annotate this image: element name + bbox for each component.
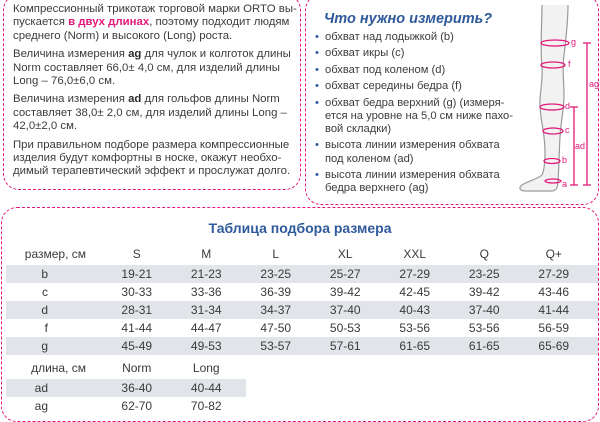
measure-item: • обхват бедра верхний (g) (измеря-ется на уровне на 5,0 см ниже пахо-вой складки) (315, 97, 515, 137)
table-cell: 23-25 (468, 267, 500, 281)
length-header-cell: Norm (122, 361, 152, 375)
table-cell: 25-27 (329, 267, 361, 281)
info-text (13, 3, 299, 184)
info-paragraph-lengths (13, 3, 299, 43)
length-header-row (6, 357, 246, 379)
measure-box (305, 0, 599, 205)
table-row (6, 283, 598, 301)
table-cell: 40-43 (399, 303, 431, 317)
table-cell: 41-44 (538, 303, 570, 317)
label-f: f (568, 59, 571, 69)
label-ag: ag (589, 79, 600, 89)
table-row (6, 319, 598, 337)
size-header-label: размер, см (24, 247, 86, 261)
table-cell: 53-56 (468, 321, 500, 335)
table-cell: 43-46 (538, 285, 570, 299)
label-a: a (562, 179, 568, 189)
label-g: g (571, 37, 577, 47)
row-label: ad (34, 381, 48, 395)
info-p1-text: Компрессионный трикотаж торговой марки ORTO вы-пускается (13, 3, 297, 29)
table-cell: 62-70 (121, 399, 153, 413)
info-p2-highlight: ag (128, 48, 142, 61)
size-table-section (0, 207, 600, 414)
row-label: f (44, 321, 48, 335)
row-label: b (41, 267, 48, 281)
length-header-label: длина, см (31, 361, 86, 375)
table-cell: 47-50 (260, 321, 292, 335)
table-cell: 44-47 (190, 321, 222, 335)
size-header-cell: S (132, 247, 141, 261)
table-cell: 56-59 (538, 321, 570, 335)
table-cell: 36-40 (121, 381, 153, 395)
table-cell: 61-65 (399, 339, 431, 353)
info-p1-highlight: в двух длинах (68, 16, 150, 29)
measure-item: • обхват середины бедра (f) (315, 80, 515, 93)
table-cell: 30-33 (121, 285, 153, 299)
table-cell: 61-65 (468, 339, 500, 353)
table-cell: 37-40 (329, 303, 361, 317)
measure-item: • обхват икры (c) (315, 47, 515, 60)
row-label: d (41, 303, 48, 317)
info-p2-text: Величина измерения (13, 48, 129, 61)
table-title: Таблица подбора размера (208, 220, 392, 236)
info-p2-text-end: для чулок и колготок длины Norm составляет 66,0± 4,0 см, для изделий длины Long – 76,0±6,0 см. (13, 48, 291, 88)
leg-measurement-diagram (512, 3, 598, 195)
table-cell: 27-29 (538, 267, 570, 281)
table-cell: 36-39 (260, 285, 292, 299)
size-header-cell: L (272, 247, 280, 261)
table-cell: 53-56 (399, 321, 431, 335)
table-cell: 70-82 (190, 399, 222, 413)
table-cell: 23-25 (260, 267, 292, 281)
table-cell: 19-21 (121, 267, 153, 281)
table-cell: 31-34 (190, 303, 222, 317)
table-cell: 39-42 (329, 285, 361, 299)
info-p3-text: Величина измерения (13, 93, 129, 106)
table-cell: 27-29 (399, 267, 431, 281)
info-paragraph-advice: При правильном подборе размера компрессионные изделия будут комфортны в носке, окажут необхо-димый терапевтический эффект и прослужат долго. (13, 138, 291, 178)
length-header-cell: Long (192, 361, 220, 375)
measure-item: • обхват над лодыжкой (b) (315, 31, 515, 44)
table-cell: 42-45 (399, 285, 431, 299)
row-label: g (41, 339, 48, 353)
table-cell: 21-23 (190, 267, 222, 281)
info-p1-text-end: , поэтому подходит людям среднего (Norm) и высокого (Long) роста. (13, 16, 290, 42)
table-cell: 39-42 (468, 285, 500, 299)
leg-outline (520, 5, 571, 191)
size-header-cell: Q+ (545, 247, 562, 261)
table-cell: 45-49 (121, 339, 153, 353)
measure-item: • высота линии измерения обхвата бедра верхнего (ag) (315, 169, 515, 195)
label-c: c (565, 125, 570, 135)
measure-item: • высота линии измерения обхвата под коленом (ad) (315, 139, 515, 165)
row-label: ag (34, 399, 48, 413)
table-cell: 50-53 (329, 321, 361, 335)
size-header-cell: XXL (403, 247, 427, 261)
table-cell: 34-37 (260, 303, 292, 317)
row-label: c (42, 285, 48, 299)
table-cell: 53-57 (260, 339, 292, 353)
table-cell: 41-44 (121, 321, 153, 335)
label-d: d (565, 101, 571, 111)
measure-title: Что нужно измерить? (324, 11, 493, 27)
size-header-cell: XL (337, 247, 353, 261)
table-cell: 28-31 (121, 303, 153, 317)
table-cell: 33-36 (190, 285, 222, 299)
table-cell: 49-53 (190, 339, 222, 353)
table-row (6, 265, 598, 283)
table-row (6, 337, 598, 355)
size-header-cell: M (201, 247, 212, 261)
label-b: b (562, 155, 568, 165)
size-header-row (6, 243, 598, 265)
size-header-cell: Q (479, 247, 489, 261)
table-row (6, 397, 246, 415)
measure-item: • обхват под коленом (d) (315, 64, 515, 77)
length-table (6, 357, 246, 415)
label-ad: ad (575, 141, 586, 151)
table-cell: 65-69 (538, 339, 570, 353)
info-p3-highlight: ad (128, 93, 142, 106)
measure-list (315, 31, 515, 199)
info-paragraph-ad (13, 93, 299, 133)
table-cell: 37-40 (468, 303, 500, 317)
size-table (6, 243, 598, 355)
table-row (6, 301, 598, 319)
table-cell: 40-44 (190, 381, 222, 395)
table-cell: 57-61 (329, 339, 361, 353)
info-box (3, 0, 301, 190)
info-p3-text-end: для гольфов длины Norm составляет 38,0± 2,0 см, для изделий длины Long – 42,0±2,0 см. (13, 93, 287, 133)
info-paragraph-ag (13, 48, 299, 88)
table-row (6, 379, 246, 397)
